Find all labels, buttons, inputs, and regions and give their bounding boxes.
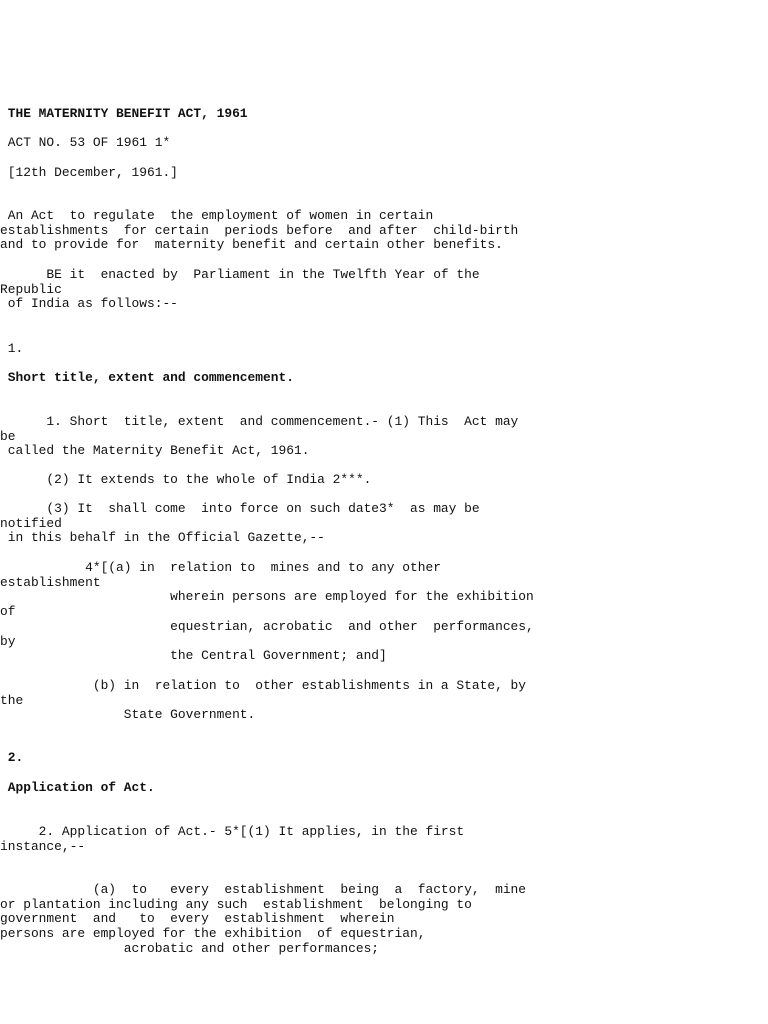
document-title: THE MATERNITY BENEFIT ACT, 1961 <box>0 106 248 121</box>
section-2-para-1: 2. Application of Act.- 5*[(1) It applies, in the first instance,-- <box>0 824 465 854</box>
section-1-para-4: 4*[(a) in relation to mines and to any other establishment wherein persons are employed for the exhibition of equestrian, acrobatic and other performances, by the Central Government; and] <box>0 560 534 664</box>
section-1-para-3: (3) It shall come into force on such date3* as may be notified in this behalf in the Official Gazette,-- <box>0 501 480 546</box>
enactment-clause: BE it enacted by Parliament in the Twelfth Year of the Republic of India as follows:-- <box>0 267 480 312</box>
section-1-para-5: (b) in relation to other establishments in a State, by the State Government. <box>0 678 527 723</box>
preamble: An Act to regulate the employment of women in certain establishments for certain periods before and after child-birth and to provide for maternity benefit and certain other benefits. <box>0 208 519 253</box>
act-number: ACT NO. 53 OF 1961 1* <box>0 135 171 150</box>
section-1-para-1: 1. Short title, extent and commencement.- (1) This Act may be called the Maternity Benefit Act, 1961. <box>0 414 519 459</box>
section-1-number: 1. <box>0 341 24 356</box>
section-2-para-2: (a) to every establishment being a factory, mine or plantation including any such establishment belonging to government and to every establishment wherein persons are employed for the exhibition of equestrian, acrobatic and other performances; <box>0 882 527 956</box>
section-2-number: 2. <box>0 750 24 765</box>
act-date: [12th December, 1961.] <box>0 165 178 180</box>
section-2-heading: Application of Act. <box>0 780 155 795</box>
section-1-para-2: (2) It extends to the whole of India 2***. <box>0 472 372 487</box>
section-1-heading: Short title, extent and commencement. <box>0 370 294 385</box>
